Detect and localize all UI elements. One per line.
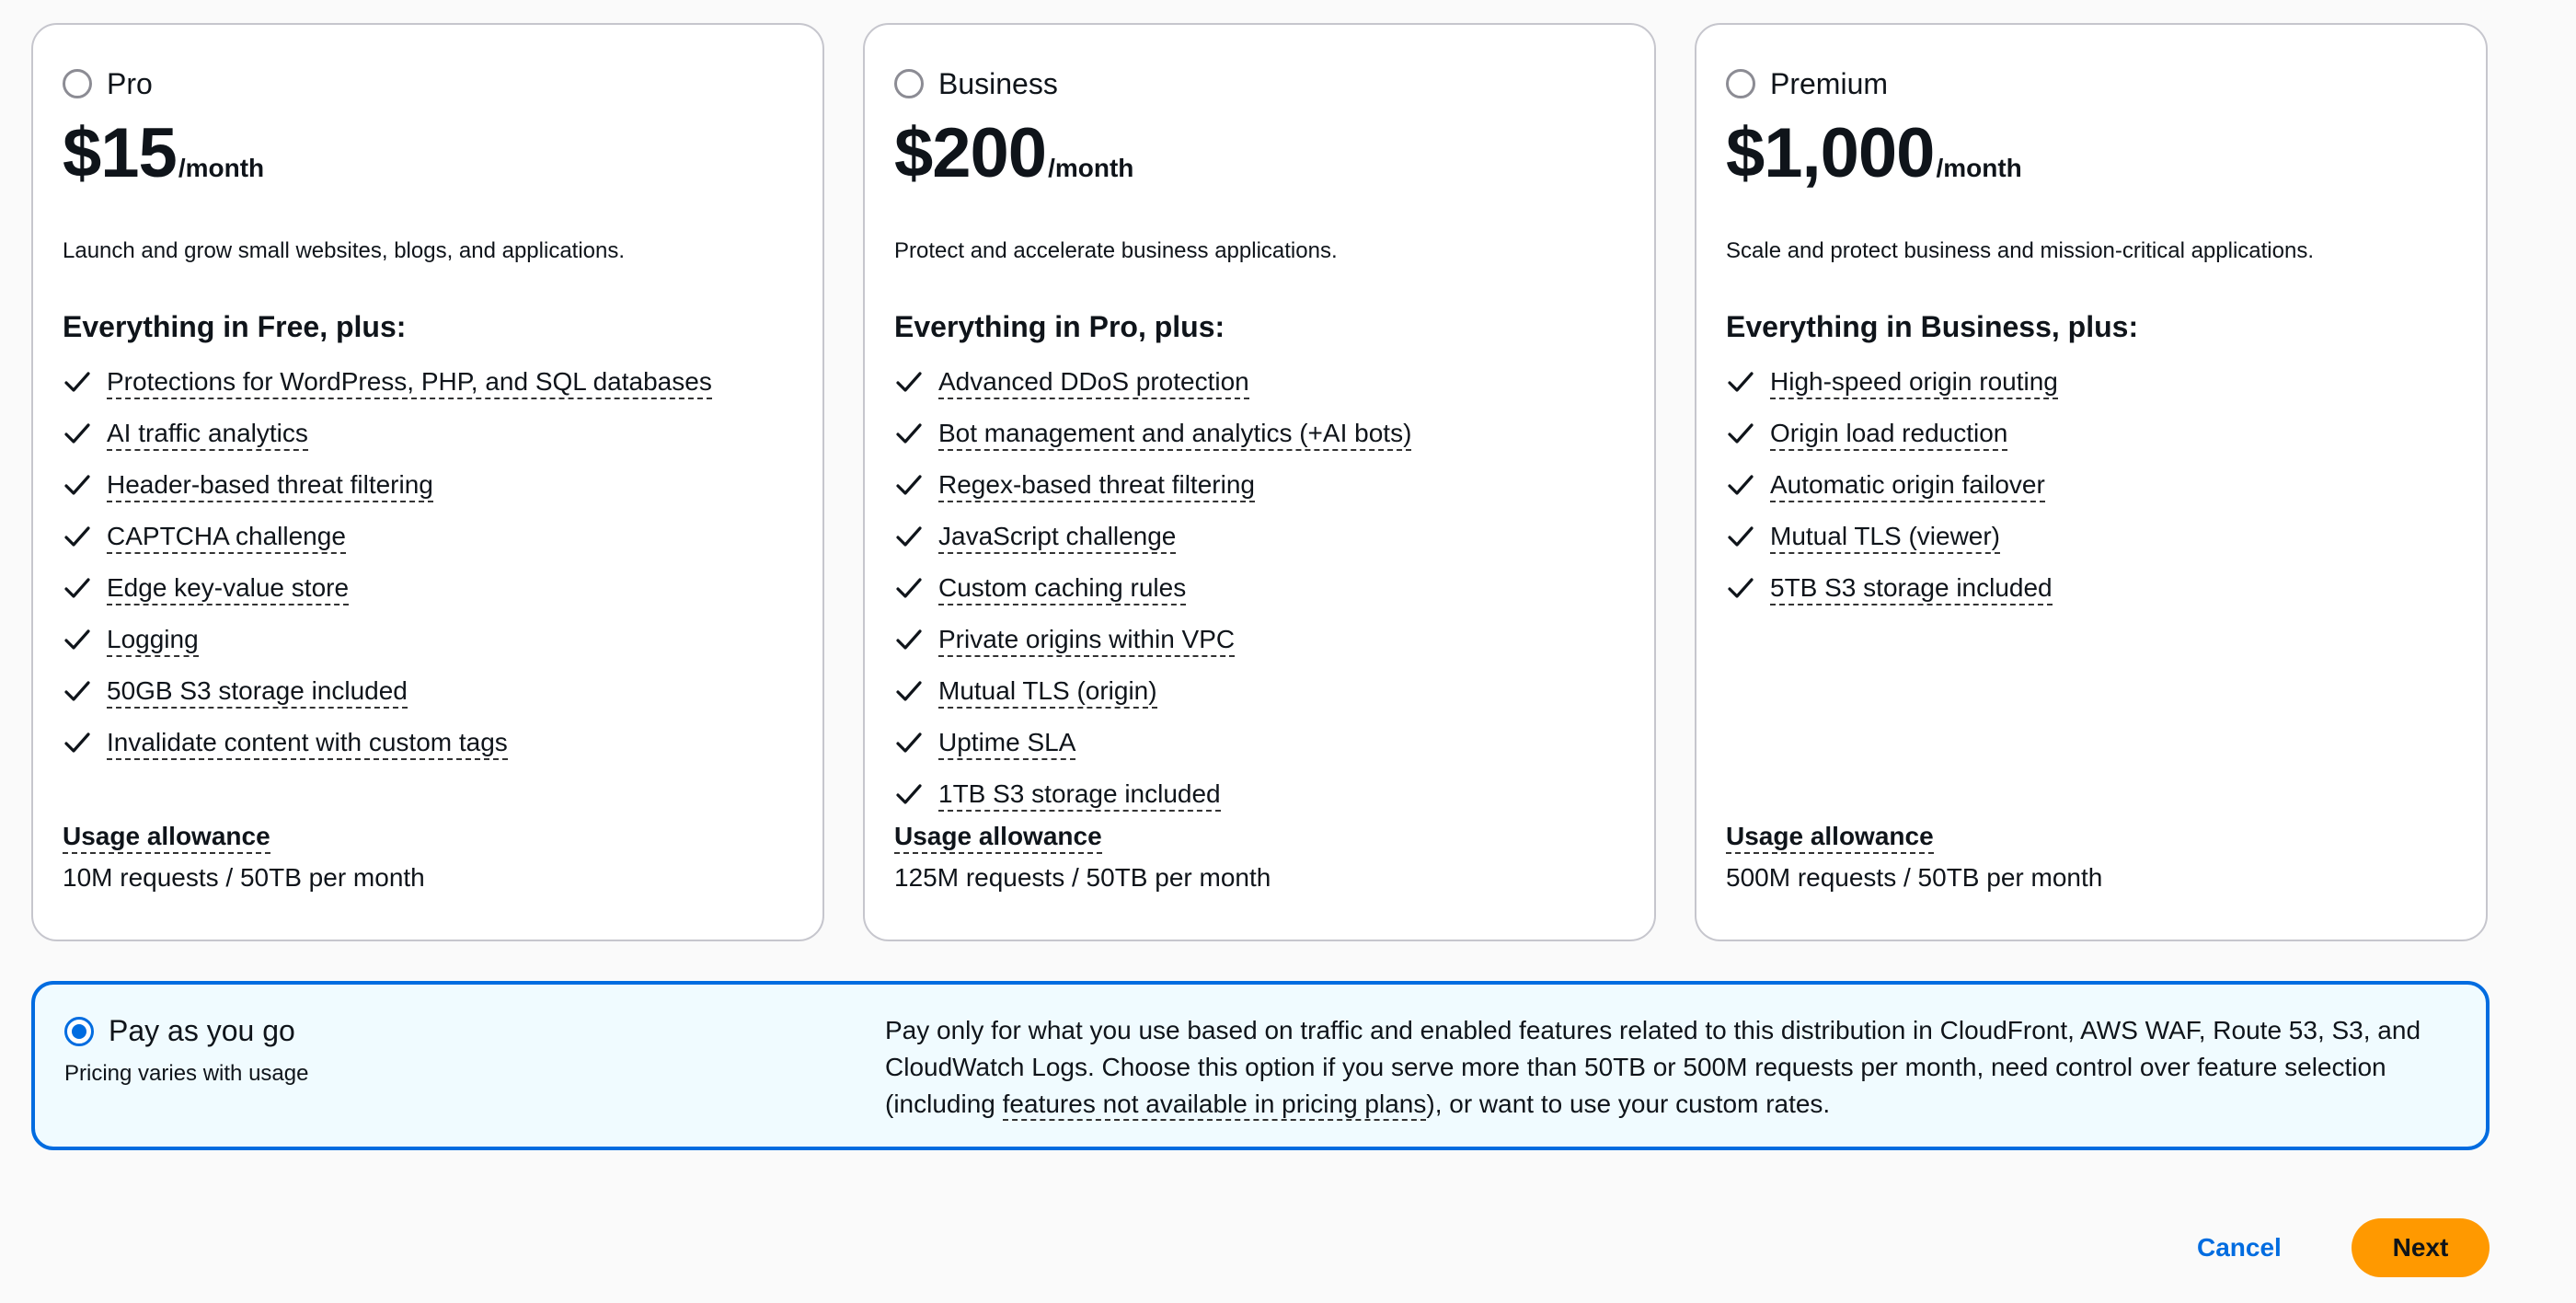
checkmark-icon bbox=[63, 574, 92, 604]
feature-label[interactable]: Uptime SLA bbox=[938, 727, 1075, 761]
feature-item bbox=[63, 357, 793, 409]
checkmark-icon bbox=[894, 574, 924, 604]
plan-radio[interactable] bbox=[63, 69, 92, 98]
checkmark-icon bbox=[1726, 368, 1755, 398]
feature-item bbox=[894, 666, 1625, 718]
plan-description: Scale and protect business and mission-critical applications. bbox=[1726, 238, 2314, 263]
plan-price bbox=[894, 114, 1625, 192]
plan-cards bbox=[31, 23, 2488, 941]
feature-label[interactable]: Edge key-value store bbox=[107, 572, 349, 606]
feature-label[interactable]: Mutual TLS (origin) bbox=[938, 675, 1157, 709]
feature-label[interactable]: Header-based threat filtering bbox=[107, 469, 433, 503]
feature-item bbox=[63, 718, 793, 769]
feature-list bbox=[894, 357, 1625, 821]
feature-item bbox=[1726, 512, 2456, 563]
plan-name: Pay as you go bbox=[109, 1014, 295, 1047]
feature-label[interactable]: Automatic origin failover bbox=[1770, 469, 2045, 503]
usage-allowance-title[interactable]: Usage allowance bbox=[63, 821, 270, 854]
plan-card-pay-as-you-go[interactable] bbox=[31, 981, 2490, 1150]
feature-item bbox=[63, 409, 793, 460]
plan-description: Pay only for what you use based on traffic and enabled features related to this distribution in CloudFront, AWS WAF, Route 53, S3, and CloudWatch Logs. Choose this option if you serve more than 50TB or 500M requests per month, need control over feature selection (including features not available in pricing plans), or want to use your custom rates. bbox=[885, 1012, 2467, 1123]
feature-label[interactable]: Invalidate content with custom tags bbox=[107, 727, 508, 761]
feature-list bbox=[1726, 357, 2456, 615]
feature-item bbox=[894, 769, 1625, 821]
usage-allowance-title[interactable]: Usage allowance bbox=[894, 821, 1102, 854]
feature-item bbox=[63, 460, 793, 512]
checkmark-icon bbox=[894, 626, 924, 655]
checkmark-icon bbox=[894, 523, 924, 552]
checkmark-icon bbox=[1726, 523, 1755, 552]
feature-item bbox=[1726, 409, 2456, 460]
next-button[interactable]: Next bbox=[2352, 1218, 2490, 1277]
checkmark-icon bbox=[1726, 471, 1755, 501]
checkmark-icon bbox=[894, 729, 924, 758]
cancel-button[interactable]: Cancel bbox=[2186, 1218, 2293, 1277]
price-amount: $1,000 bbox=[1726, 114, 1935, 192]
price-period: /month bbox=[178, 154, 265, 182]
feature-label[interactable]: Regex-based threat filtering bbox=[938, 469, 1255, 503]
feature-item bbox=[63, 512, 793, 563]
feature-item bbox=[894, 563, 1625, 615]
plan-price bbox=[1726, 114, 2456, 192]
checkmark-icon bbox=[63, 729, 92, 758]
checkmark-icon bbox=[1726, 574, 1755, 604]
plan-price bbox=[63, 114, 793, 192]
feature-label[interactable]: JavaScript challenge bbox=[938, 521, 1176, 555]
plan-description: Protect and accelerate business applications. bbox=[894, 238, 1338, 263]
feature-label[interactable]: High-speed origin routing bbox=[1770, 366, 2058, 400]
plan-card-pro[interactable] bbox=[31, 23, 824, 941]
feature-label[interactable]: Bot management and analytics (+AI bots) bbox=[938, 418, 1411, 452]
feature-item bbox=[63, 563, 793, 615]
feature-label[interactable]: Mutual TLS (viewer) bbox=[1770, 521, 2000, 555]
usage-allowance bbox=[63, 821, 425, 893]
usage-allowance-value: 125M requests / 50TB per month bbox=[894, 862, 1271, 892]
plan-name: Business bbox=[938, 66, 1058, 100]
feature-item bbox=[1726, 460, 2456, 512]
feature-label[interactable]: Private origins within VPC bbox=[938, 624, 1235, 658]
includes-heading: Everything in Free, plus: bbox=[63, 310, 407, 343]
plan-radio[interactable] bbox=[894, 69, 924, 98]
checkmark-icon bbox=[894, 471, 924, 501]
checkmark-icon bbox=[894, 780, 924, 810]
usage-allowance-value: 10M requests / 50TB per month bbox=[63, 862, 425, 892]
feature-item bbox=[894, 512, 1625, 563]
feature-item bbox=[1726, 357, 2456, 409]
feature-label[interactable]: 50GB S3 storage included bbox=[107, 675, 408, 709]
plan-name: Premium bbox=[1770, 66, 1889, 100]
feature-label[interactable]: Advanced DDoS protection bbox=[938, 366, 1249, 400]
feature-label[interactable]: Protections for WordPress, PHP, and SQL databases bbox=[107, 366, 712, 400]
feature-label[interactable]: AI traffic analytics bbox=[107, 418, 308, 452]
plan-name: Pro bbox=[107, 66, 153, 100]
feature-item bbox=[1726, 563, 2456, 615]
pay-as-you-go-radio[interactable] bbox=[64, 1017, 94, 1046]
feature-item bbox=[894, 460, 1625, 512]
features-not-available-link[interactable]: features not available in pricing plans bbox=[1003, 1090, 1427, 1121]
feature-item bbox=[894, 718, 1625, 769]
feature-item bbox=[63, 666, 793, 718]
price-period: /month bbox=[1048, 154, 1134, 182]
feature-label[interactable]: Logging bbox=[107, 624, 199, 658]
feature-label[interactable]: Origin load reduction bbox=[1770, 418, 2007, 452]
usage-allowance bbox=[894, 821, 1271, 893]
feature-list bbox=[63, 357, 793, 769]
checkmark-icon bbox=[894, 368, 924, 398]
includes-heading: Everything in Business, plus: bbox=[1726, 310, 2139, 343]
feature-item bbox=[894, 357, 1625, 409]
feature-label[interactable]: CAPTCHA challenge bbox=[107, 521, 346, 555]
plan-card-premium[interactable] bbox=[1695, 23, 2488, 941]
checkmark-icon bbox=[1726, 420, 1755, 449]
checkmark-icon bbox=[63, 626, 92, 655]
plan-subtitle: Pricing varies with usage bbox=[64, 1061, 309, 1086]
feature-label[interactable]: 1TB S3 storage included bbox=[938, 778, 1221, 813]
feature-label[interactable]: Custom caching rules bbox=[938, 572, 1186, 606]
usage-allowance-title[interactable]: Usage allowance bbox=[1726, 821, 1934, 854]
checkmark-icon bbox=[63, 677, 92, 707]
usage-allowance bbox=[1726, 821, 2102, 893]
checkmark-icon bbox=[63, 420, 92, 449]
price-amount: $15 bbox=[63, 114, 177, 192]
plan-radio[interactable] bbox=[1726, 69, 1755, 98]
price-amount: $200 bbox=[894, 114, 1047, 192]
feature-label[interactable]: 5TB S3 storage included bbox=[1770, 572, 2053, 606]
price-period: /month bbox=[1936, 154, 2022, 182]
includes-heading: Everything in Pro, plus: bbox=[894, 310, 1225, 343]
feature-item bbox=[63, 615, 793, 666]
feature-item bbox=[894, 615, 1625, 666]
checkmark-icon bbox=[63, 368, 92, 398]
feature-item bbox=[894, 409, 1625, 460]
checkmark-icon bbox=[63, 523, 92, 552]
plan-card-business[interactable] bbox=[863, 23, 1656, 941]
checkmark-icon bbox=[894, 420, 924, 449]
checkmark-icon bbox=[63, 471, 92, 501]
plan-description: Launch and grow small websites, blogs, and applications. bbox=[63, 238, 626, 263]
usage-allowance-value: 500M requests / 50TB per month bbox=[1726, 862, 2103, 892]
checkmark-icon bbox=[894, 677, 924, 707]
